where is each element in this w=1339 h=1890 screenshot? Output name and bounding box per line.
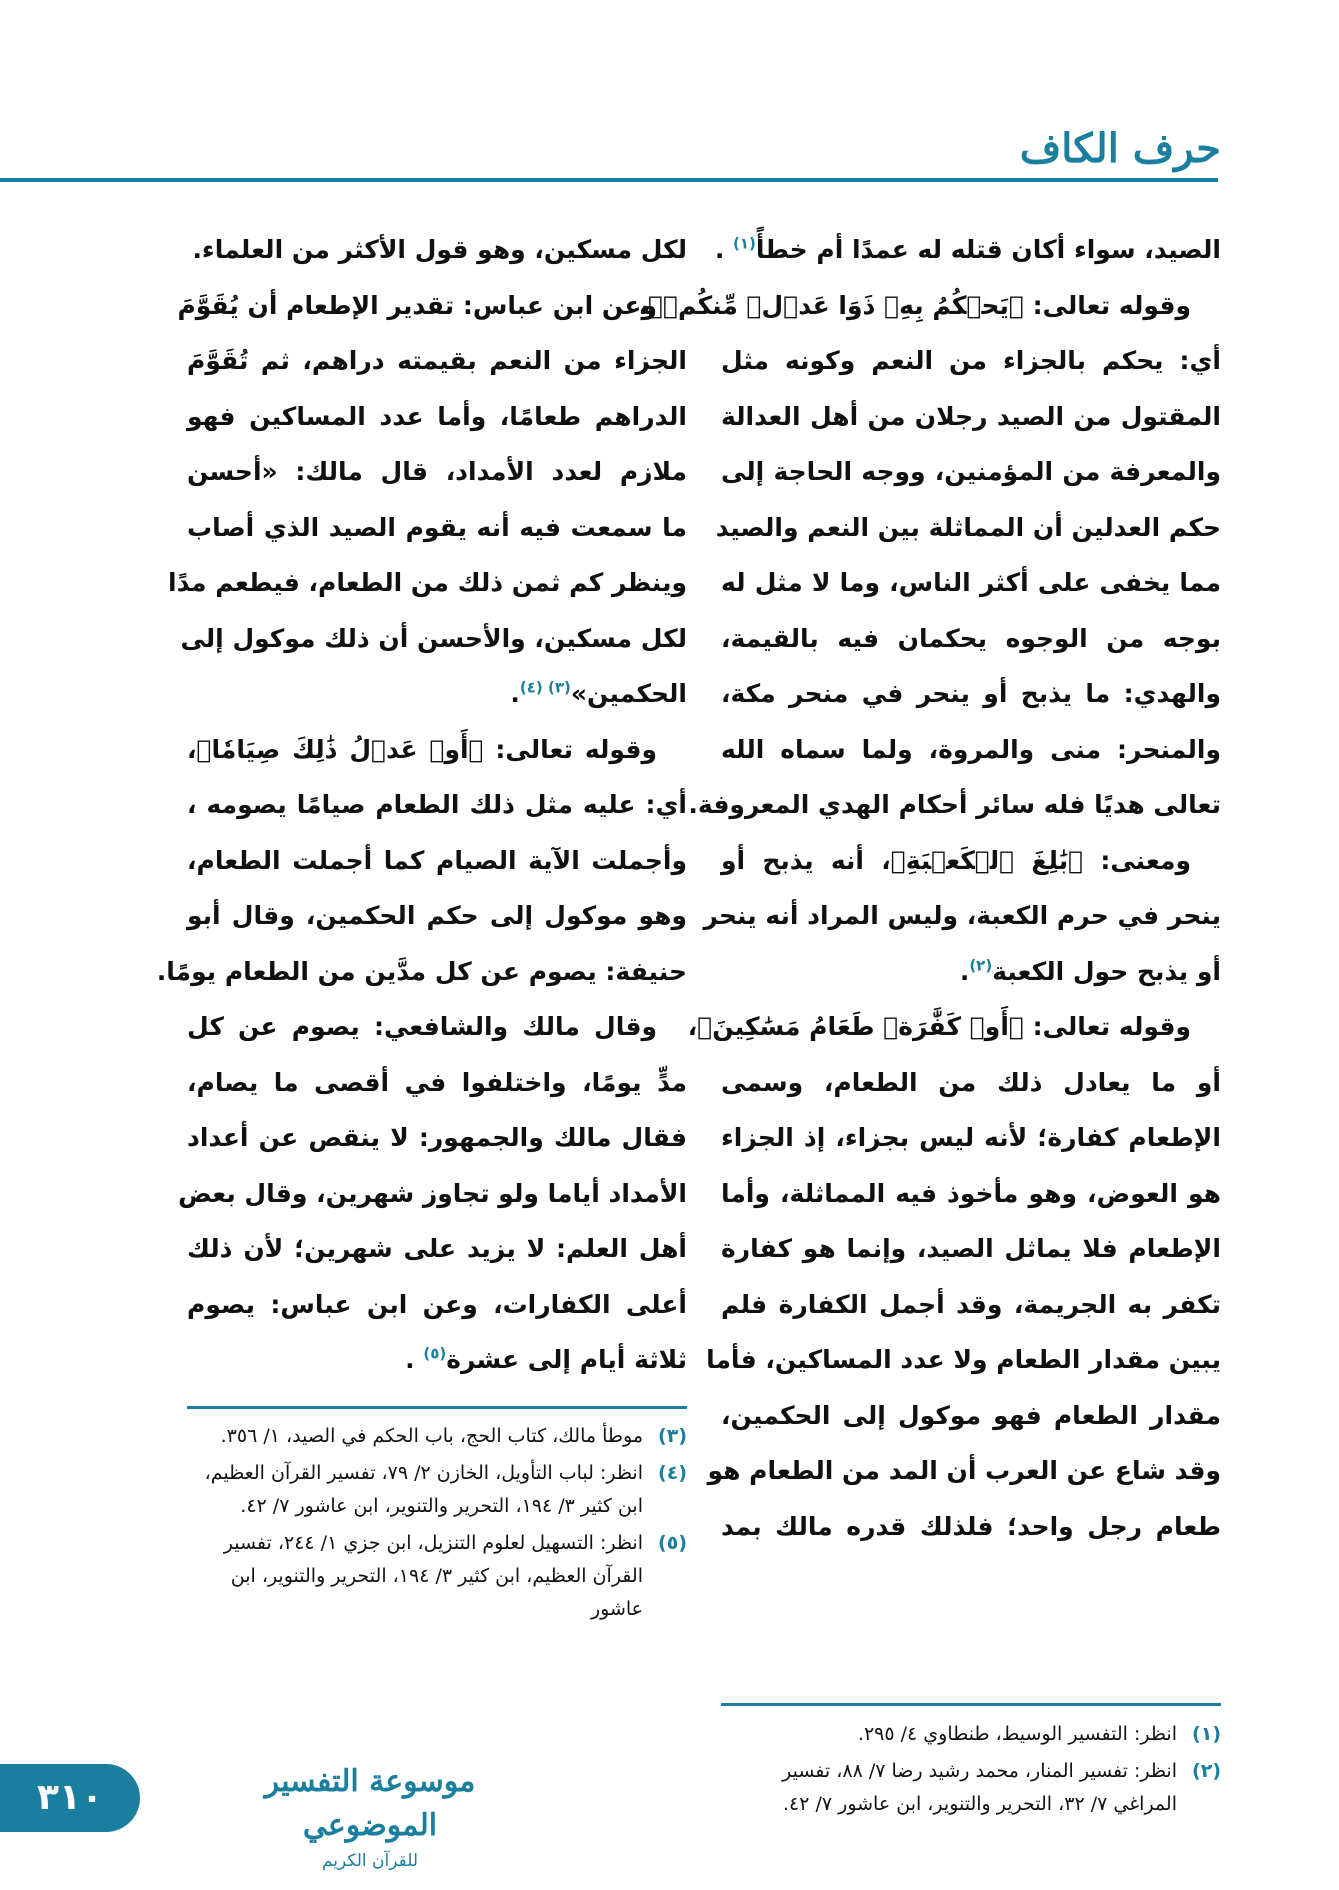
text-line: والهدي: ما يذبح أو ينحر في منحر مكة، xyxy=(721,679,1221,708)
text-line: وقد شاع عن العرب أن المد من الطعام هو xyxy=(707,1456,1221,1485)
footnote-number: (٤) xyxy=(658,1462,687,1484)
footnote xyxy=(187,1457,687,1523)
text-line: تكفر به الجريمة، وقد أجمل الكفارة فلم xyxy=(721,1289,1221,1319)
text-line: وقوله تعالى: ﴿أَوۡ كَفَّٰرَةٞ طَعَامُ مَسَٰكِينَ﴾، xyxy=(687,1012,1191,1041)
text-line: والمنحر: منى والمروة، ولما سماه الله xyxy=(721,734,1221,764)
footnote-ref[interactable]: (٥) xyxy=(423,1344,447,1363)
footnote xyxy=(721,1755,1221,1821)
text-line: الجزاء من النعم بقيمته دراهم، ثم تُقَوَّمَ xyxy=(187,346,687,375)
footnote-text: موطأ مالك، كتاب الحج، باب الحكم في الصيد، ١/ ٣٥٦. xyxy=(220,1425,643,1447)
header-divider xyxy=(0,178,1218,182)
text-line: وقوله تعالى: ﴿أَوۡ عَدۡلُ ذَٰلِكَ صِيَامٗا﴾، xyxy=(187,734,657,764)
text-line: تعالى هديًا فله سائر أحكام الهدي المعروفة. xyxy=(688,790,1221,819)
text-line: ما سمعت فيه أنه يقوم الصيد الذي أصاب xyxy=(187,512,687,542)
text-line: ينحر في حرم الكعبة، وليس المراد أنه ينحر xyxy=(703,901,1221,930)
text-line: والمعرفة من المؤمنين، ووجه الحاجة إلى xyxy=(721,457,1221,486)
footnote-text: انظر: التفسير الوسيط، طنطاوي ٤/ ٢٩٥. xyxy=(857,1723,1177,1745)
text-line: طعام رجل واحد؛ فلذلك قدره مالك بمد xyxy=(721,1511,1221,1541)
footnote-number: (٣) xyxy=(658,1425,687,1447)
footnote-divider xyxy=(187,1406,687,1409)
text-line: بوجه من الوجوه يحكمان فيه بالقيمة، xyxy=(721,623,1221,653)
text-line: الإطعام فلا يماثل الصيد، وإنما هو كفارة xyxy=(721,1234,1221,1263)
left-text-column xyxy=(156,222,687,1388)
chapter-title: حرف الكاف xyxy=(1019,125,1221,172)
footnote xyxy=(721,1718,1221,1751)
text-line: وأجملت الآية الصيام كما أجملت الطعام، xyxy=(187,845,687,875)
footnote-text: انظر: التسهيل لعلوم التنزيل، ابن جزي ١/ ٢٤٤، تفسير القرآن العظيم، ابن كثير ٣/ ١٩٤، التحرير والتنوير، ابن عاشور xyxy=(223,1532,643,1620)
text-line: الإطعام كفارة؛ لأنه ليس بجزاء، إذ الجزاء xyxy=(721,1123,1221,1152)
text-line: لكل مسكين، والأحسن أن ذلك موكول إلى xyxy=(180,623,687,653)
text-line: أهل العلم: لا يزيد على شهرين؛ لأن ذلك xyxy=(187,1234,687,1263)
footnote-number: (١) xyxy=(1192,1723,1221,1745)
text-line: أي: يحكم بالجزاء من النعم وكونه مثل xyxy=(721,346,1221,375)
footnote-text: انظر: لباب التأويل، الخازن ٢/ ٧٩، تفسير القرآن العظيم، ابن كثير ٣/ ١٩٤، التحرير والتنوير، ابن عاشور ٧/ ٤٢. xyxy=(204,1462,643,1517)
text-line: هو العوض، وهو مأخوذ فيه المماثلة، وأما xyxy=(721,1178,1221,1208)
footnote-number: (٥) xyxy=(658,1532,687,1554)
text-line: وهو موكول إلى حكم الحكمين، وقال أبو xyxy=(187,901,687,930)
text-line: أو ما يعادل ذلك من الطعام، وسمى xyxy=(721,1067,1221,1097)
text-line: مدٍّ يومًا، واختلفوا في أقصى ما يصام، xyxy=(187,1067,687,1097)
footnotes-right xyxy=(721,1718,1221,1825)
text-line: حنيفة: يصوم عن كل مدَّين من الطعام يومًا. xyxy=(156,956,687,986)
text-line: مما يخفى على أكثر الناس، وما لا مثل له xyxy=(721,568,1221,597)
footnote-ref[interactable]: (٢) xyxy=(969,956,993,975)
text-line: ومعنى: ﴿بَٰلِغَ ٱلۡكَعۡبَةِ﴾، أنه يذبح أو xyxy=(721,845,1191,875)
footnote-ref[interactable]: (١) xyxy=(733,234,756,253)
text-line: وينظر كم ثمن ذلك من الطعام، فيطعم مدًا xyxy=(168,568,687,597)
footnote-text: انظر: تفسير المنار، محمد رشيد رضا ٧/ ٨٨، تفسير المراغي ٧/ ٣٢، التحرير والتنوير، ابن عاشور ٧/ ٤٢. xyxy=(782,1760,1177,1815)
text-line: مقدار الطعام فهو موكول إلى الحكمين، xyxy=(721,1400,1221,1430)
logo-subtitle: للقرآن الكريم xyxy=(321,1851,419,1871)
text-line: حكم العدلين أن المماثلة بين النعم والصيد xyxy=(715,512,1221,542)
text-line: أو يذبح حول الكعبة$^{(٢)}$. xyxy=(959,956,1221,986)
logo-title: موسوعة التفسير الموضوعي xyxy=(264,1764,476,1843)
text-line: ملازم لعدد الأمداد، قال مالك: «أحسن xyxy=(187,457,687,486)
text-line: المقتول من الصيد رجلان من أهل العدالة xyxy=(721,401,1221,431)
page-number: ٣١٠ xyxy=(0,1764,140,1832)
text-line: ثلاثة أيام إلى عشرة$^{(٥)}$ . xyxy=(405,1344,687,1374)
footnotes-left xyxy=(187,1420,687,1630)
footnote xyxy=(187,1420,687,1453)
text-line: وقال مالك والشافعي: يصوم عن كل xyxy=(187,1012,657,1041)
text-line: أي: عليه مثل ذلك الطعام صيامًا يصومه ، xyxy=(187,790,687,819)
right-text-column xyxy=(638,222,1221,1554)
text-line: لكل مسكين، وهو قول الأكثر من العلماء. xyxy=(192,235,687,264)
text-line: الصيد، سواء أكان قتله له عمدًا أم خطأً$^{(١)}$ . xyxy=(714,234,1221,264)
footnote xyxy=(187,1527,687,1626)
text-line: وقوله تعالى: ﴿يَحۡكُمُ بِهِۦ ذَوَا عَدۡلٖ مِّنكُمۡ﴾، xyxy=(638,290,1191,320)
text-line: أعلى الكفارات، وعن ابن عباس: يصوم xyxy=(187,1289,687,1319)
footnote-ref[interactable]: (٣) (٤) xyxy=(519,678,571,697)
text-line: الأمداد أياما ولو تجاوز شهرين، وقال بعض xyxy=(178,1178,687,1208)
footnote-number: (٢) xyxy=(1192,1760,1221,1782)
footnote-divider xyxy=(721,1703,1221,1706)
text-line: الدراهم طعامًا، وأما عدد المساكين فهو xyxy=(187,401,687,431)
text-line: يبين مقدار الطعام ولا عدد المساكين، فأما xyxy=(706,1345,1221,1374)
text-line: فقال مالك والجمهور: لا ينقص عن أعداد xyxy=(187,1123,687,1152)
encyclopedia-logo xyxy=(220,1760,520,1871)
text-line: وعن ابن عباس: تقدير الإطعام أن يُقَوَّمَ xyxy=(177,290,657,320)
text-line: الحكمين»$^{(٣) (٤)}$. xyxy=(510,678,687,708)
